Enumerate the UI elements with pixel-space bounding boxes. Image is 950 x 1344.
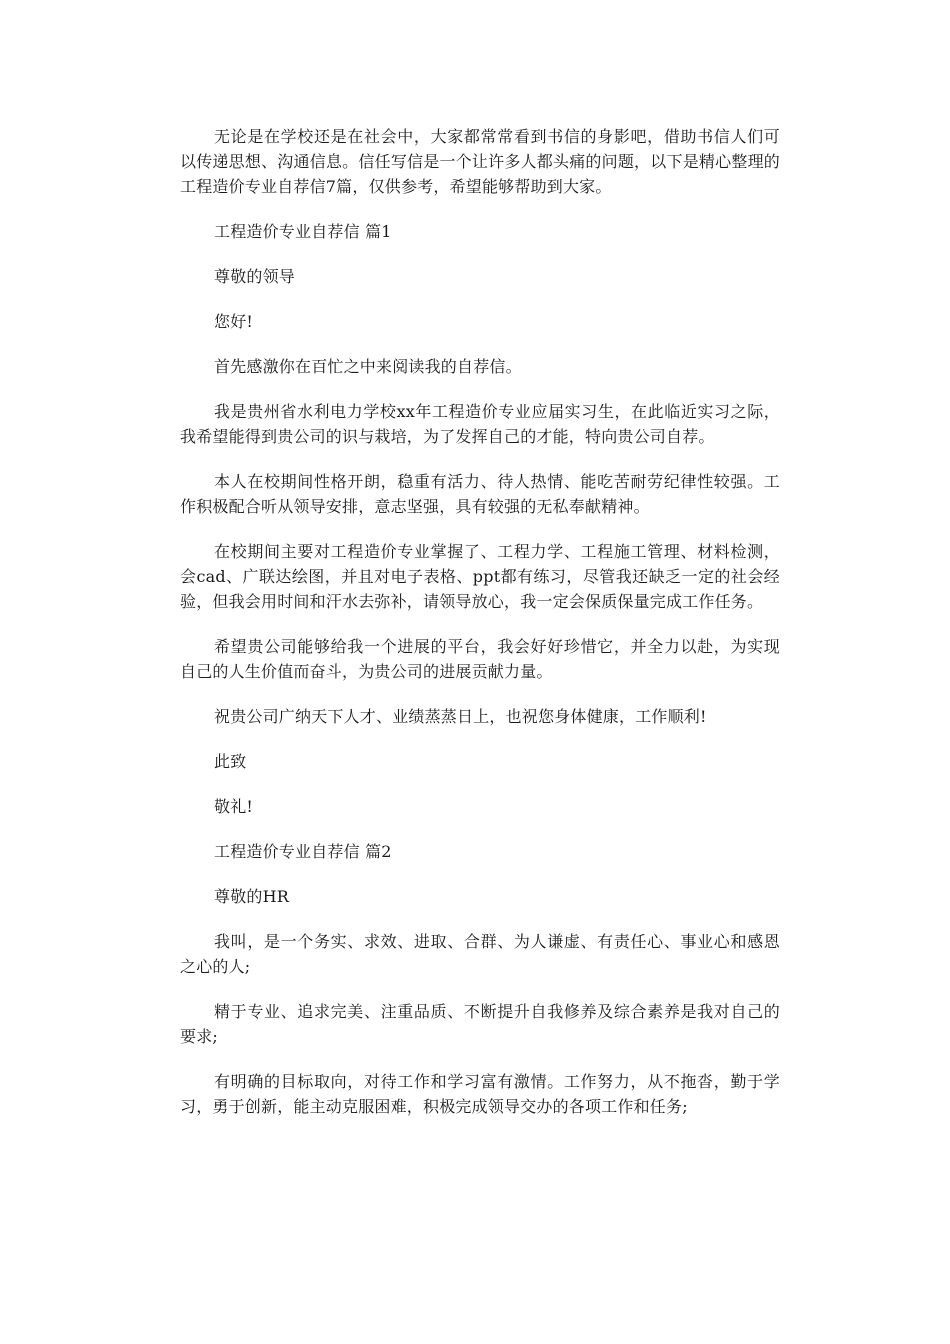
body-paragraph: 祝贵公司广纳天下人才、业绩蒸蒸日上，也祝您身体健康，工作顺利! (214, 707, 707, 726)
body-paragraph: 有明确的目标取向，对待工作和学习富有激情。工作努力，从不拖沓，勤于学习，勇于创新，能主动克服困难，积极完成领导交办的各项工作和任务; (180, 1072, 780, 1116)
section-heading-1: 工程造价专业自荐信 篇1 (214, 222, 392, 241)
intro-paragraph: 无论是在学校还是在社会中，大家都常常看到书信的身影吧，借助书信人们可以传递思想、沟通信息。信任写信是一个让许多人都头痛的问题，以下是精心整理的工程造价专业自荐信7篇，仅供参考，希望能够帮助到大家。 (180, 127, 780, 196)
salutation: 尊敬的领导 (214, 267, 296, 286)
body-paragraph: 本人在校期间性格开朗，稳重有活力、待人热情、能吃苦耐劳纪律性较强。工作积极配合听从领导安排，意志坚强，具有较强的无私奉献精神。 (180, 472, 780, 516)
body-paragraph: 我叫，是一个务实、求效、进取、合群、为人谦虚、有责任心、事业心和感恩之心的人; (180, 932, 780, 976)
body-paragraph: 我是贵州省水利电力学校xx年工程造价专业应届实习生，在此临近实习之际，我希望能得到贵公司的识与栽培，为了发挥自己的才能，特向贵公司自荐。 (180, 402, 780, 446)
body-paragraph: 精于专业、追求完美、注重品质、不断提升自我修养及综合素养是我对自己的要求; (180, 1002, 780, 1046)
greeting: 您好! (214, 312, 254, 331)
section-heading-2: 工程造价专业自荐信 篇2 (214, 842, 392, 861)
body-paragraph: 在校期间主要对工程造价专业掌握了、工程力学、工程施工管理、材料检测，会cad、广联达绘图，并且对电子表格、ppt都有练习，尽管我还缺乏一定的社会经验，但我会用时间和汗水去弥补，请领导放心，我一定会保质保量完成工作任务。 (180, 542, 780, 611)
document-page (180, 124, 780, 1139)
body-paragraph: 首先感激你在百忙之中来阅读我的自荐信。 (214, 357, 522, 376)
closing-regards: 敬礼! (214, 797, 254, 816)
salutation: 尊敬的HR (214, 887, 290, 906)
body-paragraph: 希望贵公司能够给我一个进展的平台，我会好好珍惜它，并全力以赴，为实现自己的人生价值而奋斗，为贵公司的进展贡献力量。 (180, 637, 780, 681)
closing: 此致 (214, 752, 247, 771)
